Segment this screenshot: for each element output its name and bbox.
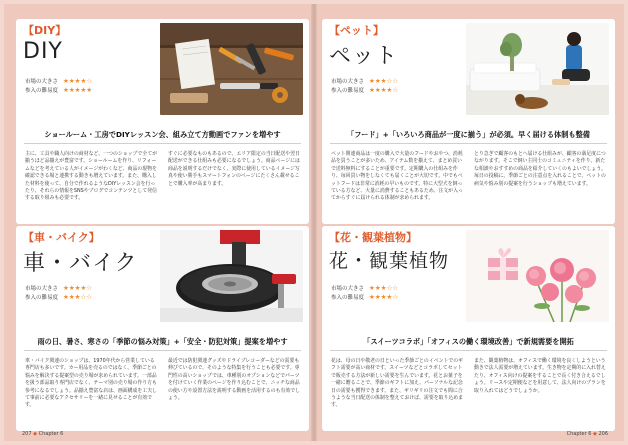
pet-dog-photo: [466, 23, 609, 115]
diamond-icon: ◆: [593, 431, 597, 437]
chapter-label: Chapter 6: [566, 431, 592, 437]
diy-card: [16, 19, 309, 224]
carnation-gift-photo: [466, 230, 609, 322]
market-size-rating: [331, 77, 398, 85]
section-headline: ショールーム・工房でDIYレッスン会、組み立て方動画でファンを増やす: [44, 130, 281, 139]
rating-label: 市場の大きさ: [25, 286, 59, 292]
market-size-rating: [25, 284, 92, 292]
rating-label: 市場の大きさ: [331, 79, 365, 85]
rating-label: 参入の難易度: [25, 88, 59, 94]
section-headline: 雨の日、暑さ、寒さの「季節の悩み対策」+「安全・防犯対策」提案を増やす: [37, 337, 288, 346]
entry-difficulty-rating: [331, 293, 398, 301]
car-bike-card: [16, 226, 309, 431]
pet-card: [322, 19, 615, 224]
entry-difficulty-rating: [25, 293, 92, 301]
body-text-column-2: 最近では防犯関連グッズやドライブレコーダーなどの需要も伸びているので、そのような特集を行うことも必要です。専門性の高いショップでは、車種別のオプションなどでパーツを付けていく作業のページを作り込むことで、ニッチな商品の使い方や設置方法を説明する動画を活用するのも有効でしょう。: [168, 358, 301, 402]
divider: [24, 350, 301, 351]
category-title: 車・バイク: [23, 251, 138, 276]
rating-label: 参入の難易度: [331, 295, 365, 301]
flower-plant-card: [322, 226, 615, 431]
diy-tools-photo: [160, 23, 303, 115]
market-size-rating: [331, 284, 398, 292]
chapter-label: Chapter 6: [38, 431, 64, 437]
category-label: 【車・バイク】: [23, 231, 100, 244]
page-footer: [22, 431, 63, 437]
rating-label: 市場の大きさ: [25, 79, 59, 85]
divider: [24, 143, 301, 144]
page-number: 206: [598, 431, 608, 437]
rating-label: 参入の難易度: [25, 295, 59, 301]
star-rating: ★★★☆☆: [369, 77, 399, 85]
body-text-column-1: 主に、工具や職人向けの商材など、一つのショップで全てが揃うほど品揃えが豊富です。ショールームを作り、リフォームなどを考えている人がイメージがわくなど、商品の現物を確認できる場と連携する動きも増えています。また、購入した材料を使って、自分で作れるようなDIYレッスン会を行ったり、それらの情報をSNSやブログでコンテンツとして発信する取り組みも必要です。: [25, 151, 158, 202]
body-text-column-1: 車・バイク関連のショップは、1970年代から営業している専門店も多いです。カー用品を売るのではなく、季節ごとの悩みを解決する提案型の売り場が求められています。一部品を扱う部品取り専門店でなく、テーマ別の売り場の作り方も参考になるでしょう。品揃え豊富な店は、画面構成を工夫して事前に必要なアクセサリーを一緒に見せることが有効です。: [25, 358, 157, 409]
star-rating: ★★★★☆: [369, 293, 399, 301]
right-page: [314, 4, 624, 441]
star-rating: ★★★★☆: [369, 86, 399, 94]
section-headline: 「スイーツコラボ」「オフィスの働く環境改善」で新規需要を開拓: [363, 337, 574, 346]
category-label: 【DIY】: [23, 24, 67, 37]
category-label: 【花・観葉植物】: [329, 231, 417, 244]
body-text-column-2: とり急ぎで顧客のもとへ届ける仕組みが、顧客の満足度につながります。そこで飼い主同士のコミュニティを作り、新たな相談やおすすめの商品を紹介していくのもよいでしょう。毎日の投稿に、季節ごとの注意点を入れることで、ペットの病気や悩み別の提案を行うショップも増えています。: [474, 151, 607, 187]
magazine-spread: [4, 4, 624, 441]
body-text-column-1: 花は、母の日や敬老の日といった季節ごとのイベントでのギフト需要が高い商材です。スイーツなどとコラボしてセットで販売する方法が新しい需要を生んでいます。花とお菓子を一緒に贈ることで、季節のギフトに加え、パーソナルな記念日の需要も獲得できます。また、ギリギリの注文でも間に合うような当日配送の体制を整えておけば、需要を取り込めます。: [331, 358, 464, 409]
category-title: DIY: [23, 39, 63, 64]
category-label: 【ペット】: [329, 24, 384, 37]
tire-photo: [160, 230, 303, 322]
rating-label: 参入の難易度: [331, 88, 365, 94]
category-title: ペット: [329, 44, 399, 69]
market-size-rating: [25, 77, 92, 85]
body-text-column-2: また、観葉植物は、オフィスで働く環境を良くしようという動きで法人需要が増えています。生き物を定期的に入れ替えたり、オフィス向けの提案をすることで長く付き合えるでしょう。リースや定期便などを用意して、法人向けのプランを取り入れてはどうでしょうか。: [474, 358, 606, 394]
divider: [330, 143, 607, 144]
body-text-column-2: すぐに必要なものもあるので、エリア限定の当日配送や翌日配送ができる仕組みも必要になるでしょう。商品ページには商品を説明するだけでなく、実際に使用しているイメージ写真や使い勝手もスマートフォンのページにたくさん載せることで購入率が高まります。: [168, 151, 300, 187]
star-rating: ★★★☆☆: [63, 293, 93, 301]
divider: [330, 350, 607, 351]
rating-label: 市場の大きさ: [331, 286, 365, 292]
body-text-column-1: ペット関連商品は一度の購入で大量のフードやおやつ、消耗品を買うことが多いため、アイテム数を揃えて、まとめ買いで送料無料にすることが重要です。定期購入の仕組みを作り、毎回買い物をしなくても届くことが大切です。中でもペットフードは非常に消耗の早いものです。特に大型犬を飼っている方など、大量に消費することもあるため、注文が入ってからすぐに届けられる体制が求められます。: [331, 151, 463, 202]
star-rating: ★★★★☆: [63, 77, 93, 85]
star-rating: ★★★★☆: [63, 284, 93, 292]
star-rating: ★★★☆☆: [369, 284, 399, 292]
page-number: 207: [22, 431, 32, 437]
star-rating: ★★★★★: [63, 86, 93, 94]
page-footer: [567, 431, 608, 437]
left-page: [4, 4, 314, 441]
category-title: 花・観葉植物: [329, 250, 450, 272]
entry-difficulty-rating: [331, 86, 398, 94]
section-headline: 「フード」+「いろいろ商品が一度に揃う」が必須。早く届ける体制も整備: [347, 130, 590, 139]
diamond-icon: ◆: [33, 431, 37, 437]
entry-difficulty-rating: [25, 86, 92, 94]
